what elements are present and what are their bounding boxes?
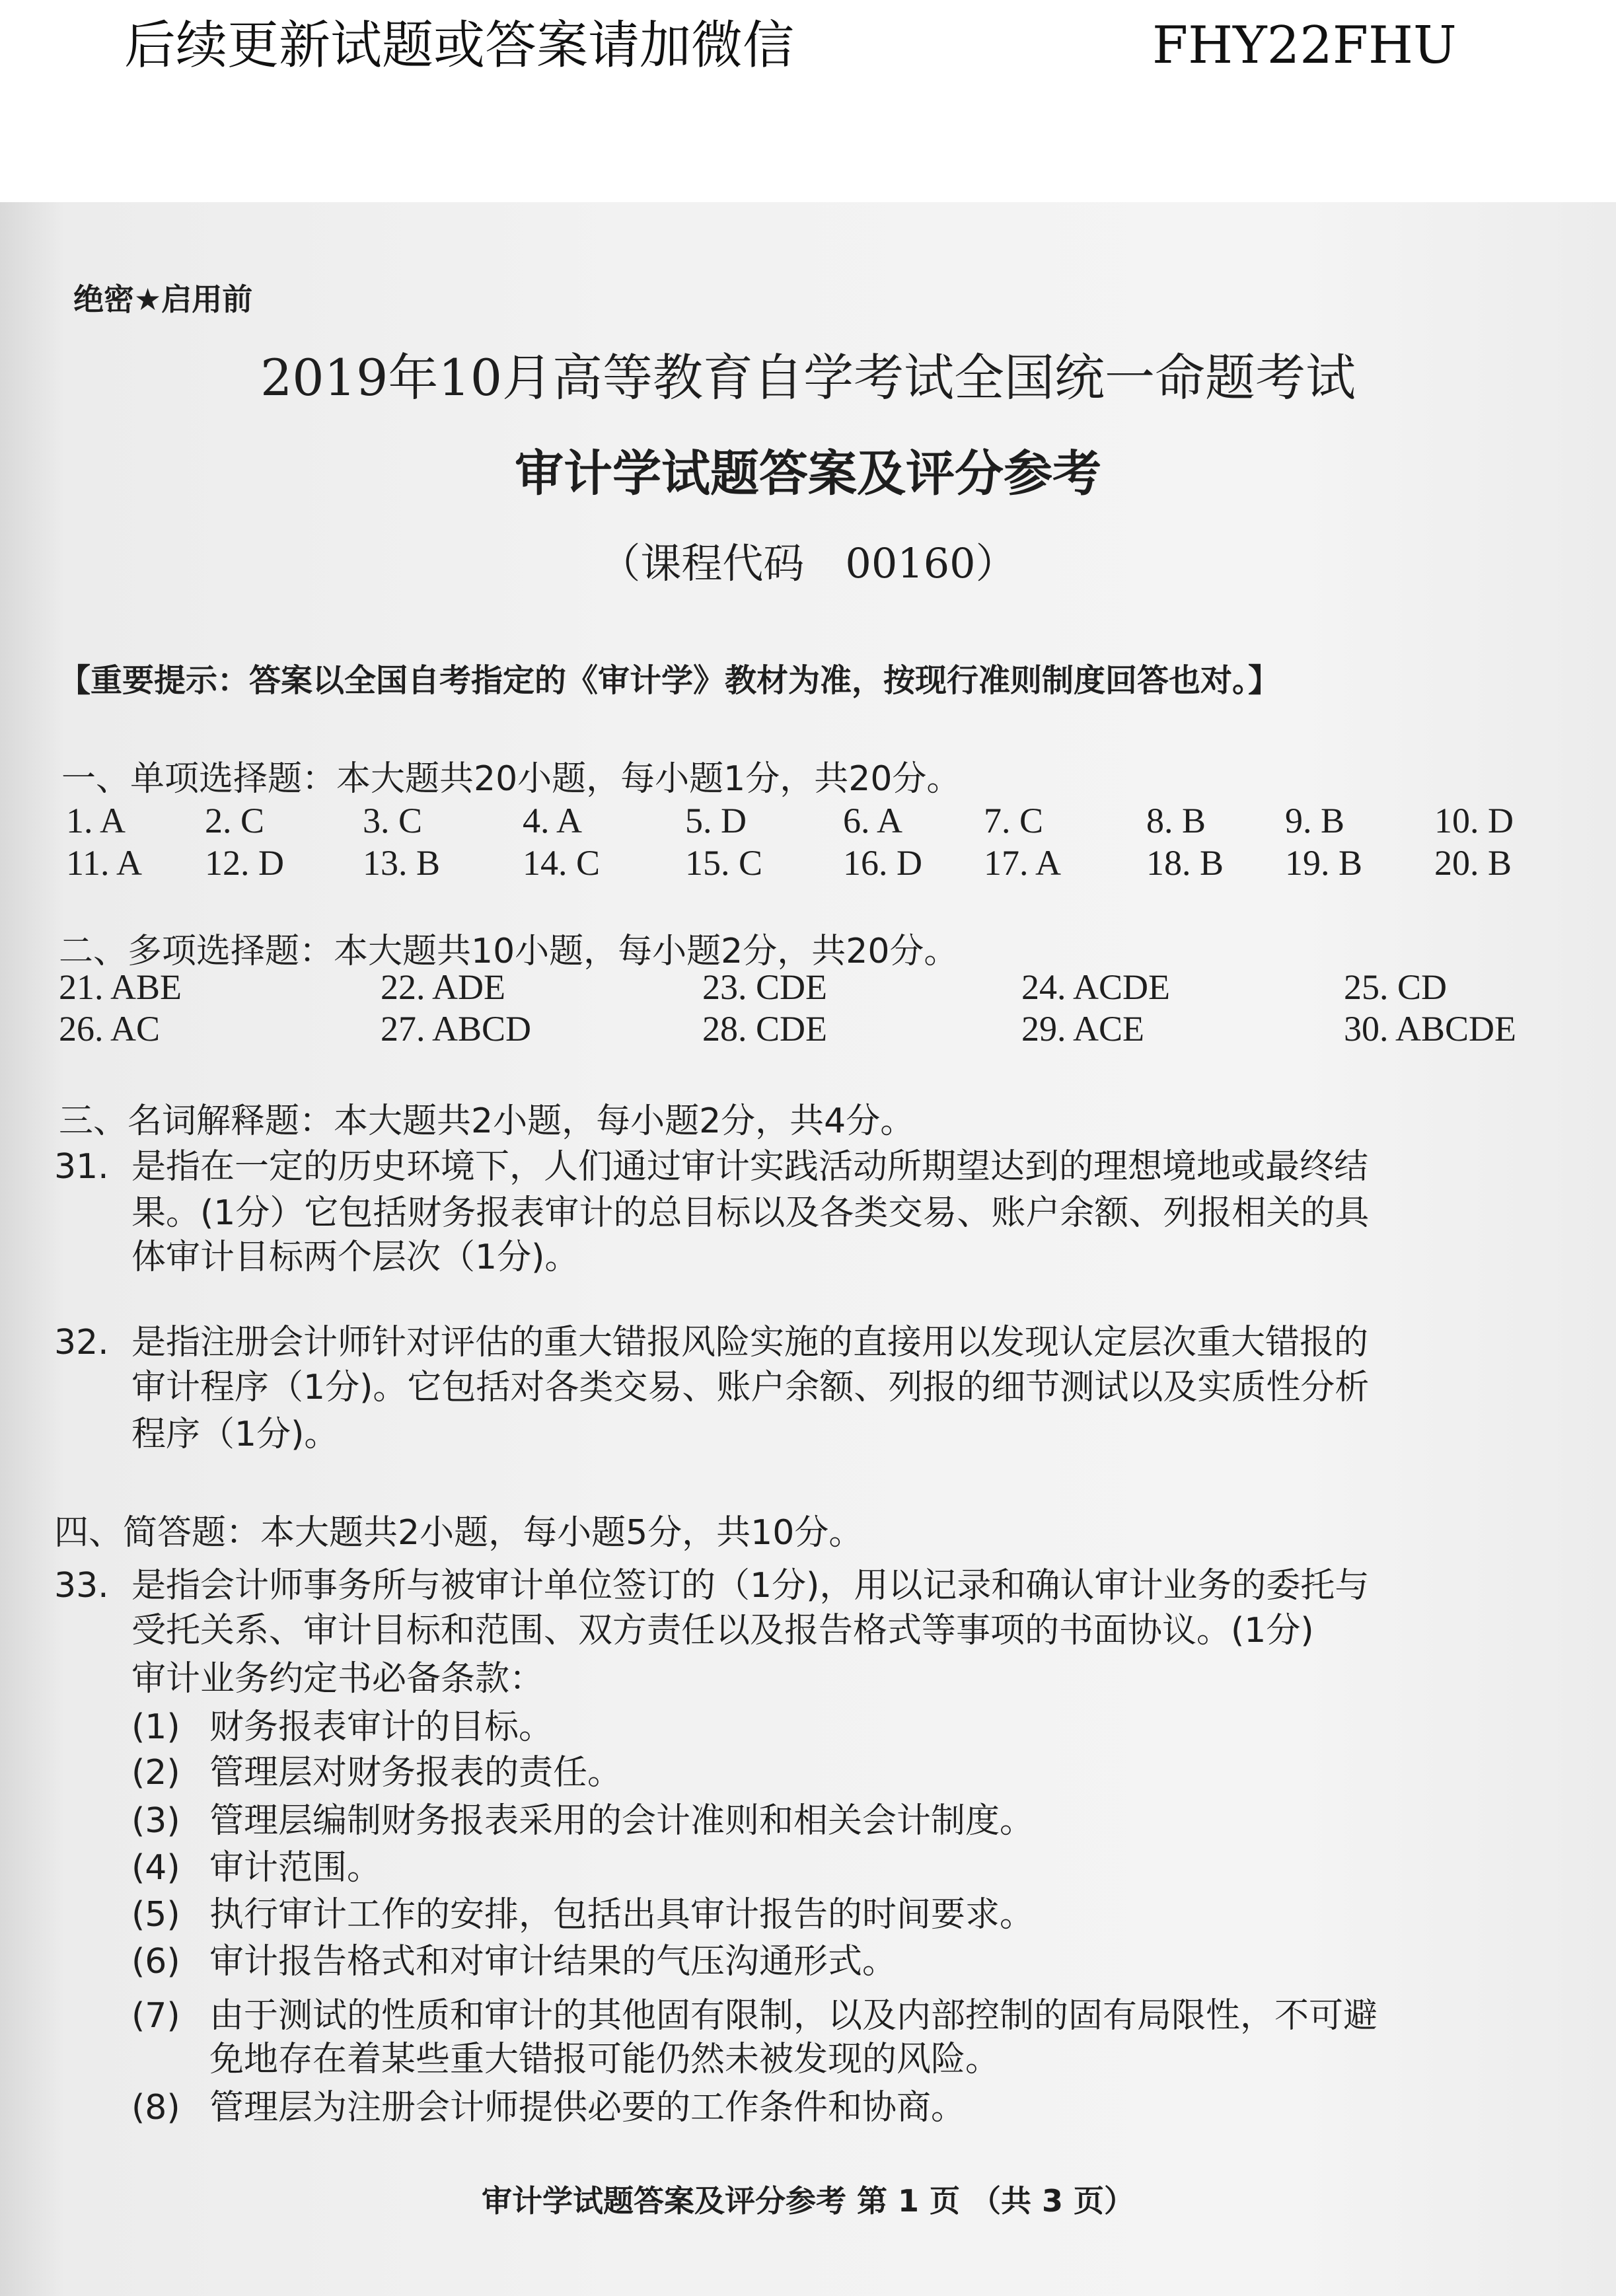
clause-text: 管理层对财务报表的责任。	[209, 1753, 622, 1793]
doc-subtitle: 审计学试题答案及评分参考	[515, 445, 1101, 502]
single-choice-answer: 10. D	[1434, 801, 1514, 840]
single-choice-answer: 1. A	[66, 801, 126, 840]
clause-text: 财务报表审计的目标。	[209, 1707, 554, 1747]
section2-heading: 二、多项选择题：本大题共10小题，每小题2分，共20分。	[59, 932, 959, 971]
wechat-id: FHY22FHU	[1152, 16, 1457, 75]
q32-number: 32.	[54, 1323, 109, 1362]
important-note: 【重要提示：答案以全国自考指定的《审计学》教材为准，按现行准则制度回答也对。】	[59, 662, 1280, 699]
q33-number: 33.	[54, 1566, 109, 1606]
clause-number: (5)	[131, 1895, 180, 1935]
single-choice-answer: 14. C	[523, 843, 601, 883]
q32-line: 是指注册会计师针对评估的重大错报风险实施的直接用以发现认定层次重大错报的	[131, 1323, 1369, 1362]
q33-line: 是指会计师事务所与被审计单位签订的（1分)，用以记录和确认审计业务的委托与	[131, 1566, 1370, 1606]
clause-number: (8)	[131, 2088, 180, 2128]
single-choice-answer: 6. A	[843, 801, 903, 840]
section3-heading: 三、名词解释题：本大题共2小题，每小题2分，共4分。	[59, 1101, 915, 1141]
clause-text: 管理层为注册会计师提供必要的工作条件和协商。	[209, 2088, 966, 2128]
single-choice-answer: 7. C	[984, 801, 1044, 840]
q31-number: 31.	[54, 1147, 109, 1187]
single-choice-answer: 16. D	[843, 843, 922, 883]
clause-number: (6)	[131, 1942, 180, 1981]
single-choice-answer: 4. A	[523, 801, 583, 840]
single-choice-answer: 5. D	[685, 801, 747, 840]
clause-text: 免地存在着某些重大错报可能仍然未被发现的风险。	[209, 2040, 1000, 2079]
course-code: （课程代码 00160）	[599, 539, 1017, 587]
multi-choice-answer: 27. ABCD	[381, 1009, 532, 1049]
q32-line: 程序（1分)。	[131, 1415, 339, 1454]
section4-heading: 四、简答题：本大题共2小题，每小题5分，共10分。	[54, 1513, 863, 1553]
clause-text: 管理层编制财务报表采用的会计准则和相关会计制度。	[209, 1801, 1035, 1841]
multi-choice-answer: 29. ACE	[1021, 1009, 1145, 1049]
clause-text: 执行审计工作的安排，包括出具审计报告的时间要求。	[209, 1895, 1035, 1935]
single-choice-answer: 3. C	[363, 801, 423, 840]
clause-number: (1)	[131, 1707, 180, 1747]
single-choice-answer: 12. D	[205, 843, 284, 883]
q33-line: 审计业务约定书必备条款：	[131, 1659, 544, 1699]
q31-line: 体审计目标两个层次（1分)。	[131, 1238, 579, 1277]
multi-choice-answer: 28. CDE	[702, 1009, 827, 1049]
clause-number: (7)	[131, 1996, 180, 2036]
single-choice-answer: 17. A	[984, 843, 1062, 883]
single-choice-answer: 2. C	[205, 801, 265, 840]
clause-text: 审计范围。	[209, 1848, 382, 1888]
clause-text: 审计报告格式和对审计结果的气压沟通形式。	[209, 1942, 897, 1981]
section1-heading: 一、单项选择题：本大题共20小题，每小题1分，共20分。	[61, 759, 961, 799]
multi-choice-answer: 23. CDE	[702, 967, 827, 1007]
single-choice-answer: 8. B	[1146, 801, 1206, 840]
secret-mark: 绝密★启用前	[73, 281, 253, 317]
multi-choice-answer: 21. ABE	[59, 967, 182, 1007]
multi-choice-answer: 24. ACDE	[1021, 967, 1171, 1007]
q33-line: 受托关系、审计目标和范围、双方责任以及报告格式等事项的书面协议。(1分)	[131, 1611, 1314, 1650]
multi-choice-answer: 26. AC	[59, 1009, 161, 1049]
exam-title: 2019年10月高等教育自学考试全国统一命题考试	[260, 348, 1356, 407]
q31-line: 是指在一定的历史环境下，人们通过审计实践活动所期望达到的理想境地或最终结	[131, 1147, 1369, 1187]
q32-line: 审计程序（1分)。它包括对各类交易、账户余额、列报的细节测试以及实质性分析	[131, 1368, 1370, 1407]
multi-choice-answer: 22. ADE	[381, 967, 505, 1007]
clause-number: (3)	[131, 1801, 180, 1841]
wechat-notice: 后续更新试题或答案请加微信	[124, 16, 795, 75]
clause-text: 由于测试的性质和审计的其他固有限制，以及内部控制的固有局限性，不可避	[209, 1996, 1378, 2036]
single-choice-answer: 20. B	[1434, 843, 1512, 883]
multi-choice-answer: 25. CD	[1344, 967, 1448, 1007]
single-choice-answer: 18. B	[1146, 843, 1224, 883]
single-choice-answer: 9. B	[1285, 801, 1345, 840]
single-choice-answer: 11. A	[66, 843, 143, 883]
single-choice-answer: 13. B	[363, 843, 441, 883]
page-footer: 审计学试题答案及评分参考 第 1 页 （共 3 页）	[481, 2183, 1135, 2219]
multi-choice-answer: 30. ABCDE	[1344, 1009, 1517, 1049]
single-choice-answer: 15. C	[685, 843, 763, 883]
clause-number: (4)	[131, 1848, 180, 1888]
q31-line: 果。(1分）它包括财务报表审计的总目标以及各类交易、账户余额、列报相关的具	[131, 1193, 1370, 1233]
single-choice-answer: 19. B	[1285, 843, 1363, 883]
clause-number: (2)	[131, 1753, 180, 1793]
